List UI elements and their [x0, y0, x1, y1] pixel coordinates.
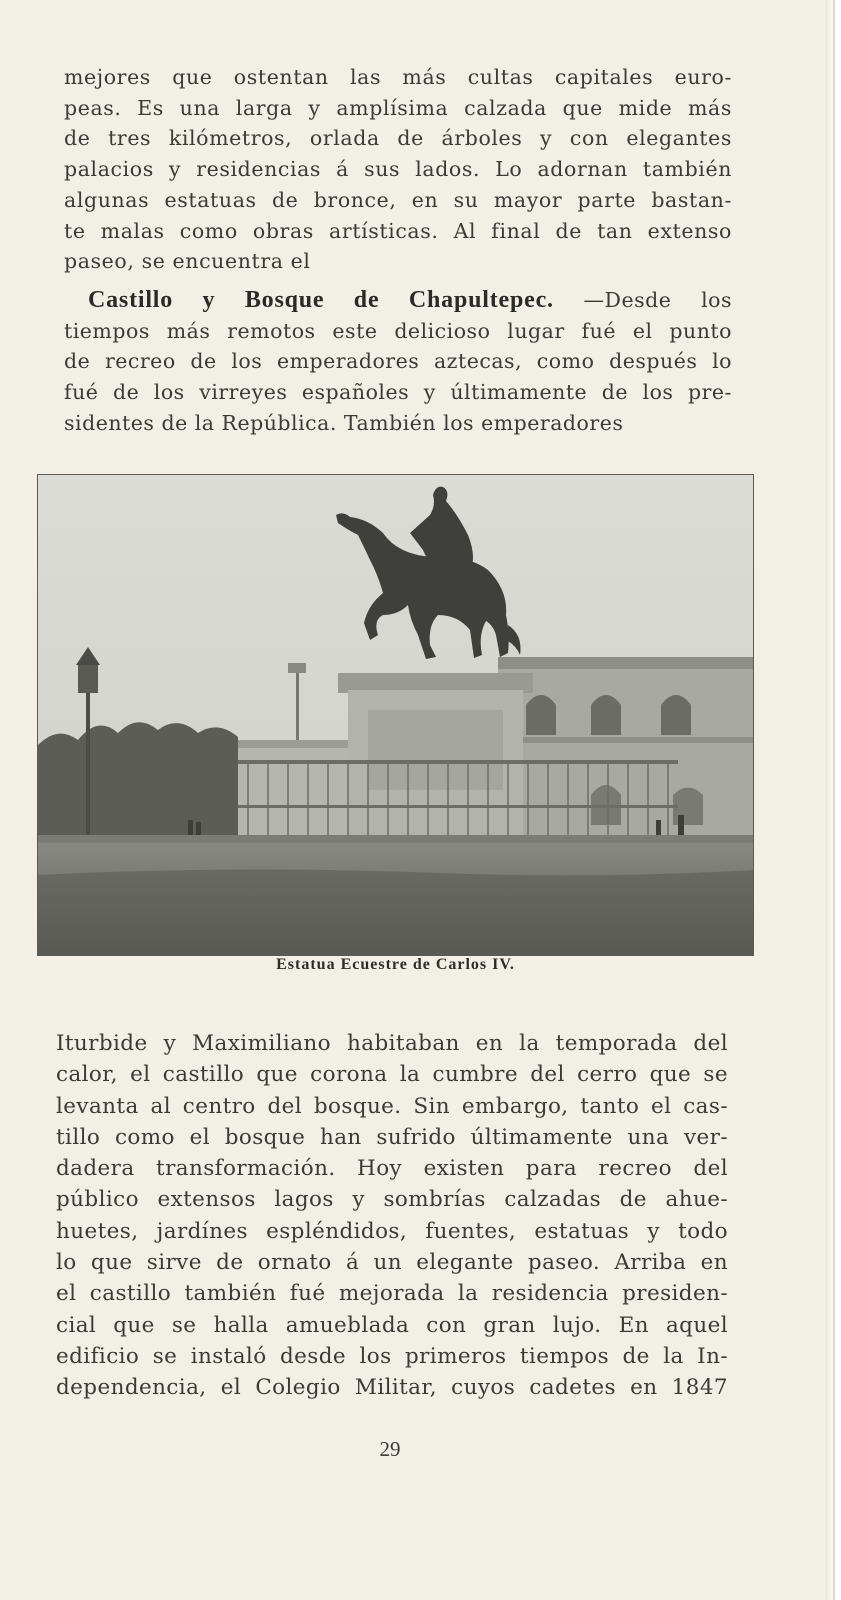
section-heading: Castillo y Bosque de Chapultepec. [88, 287, 554, 313]
text-line: levanta al centro del bosque. Sin embargo, tanto el cas- [56, 1093, 728, 1119]
text-line: de recreo de los emperadores aztecas, como después lo [64, 349, 732, 374]
text-line: de tres kilómetros, orlada de árboles y con elegantes [64, 126, 732, 151]
text-line: peas. Es una larga y amplísima calzada que mide más [64, 95, 732, 120]
text-line: público extensos lagos y sombrías calzadas de ahue- [56, 1187, 728, 1213]
text-line: te malas como obras artísticas. Al final de tan extenso [64, 218, 732, 243]
text-line: sidentes de la República. También los emperadores [64, 410, 624, 435]
text-line: calor, el castillo que corona la cumbre del cerro que se [56, 1062, 728, 1088]
text-line: dadera transformación. Hoy existen para recreo del [56, 1156, 728, 1182]
text-line: palacios y residencias á sus lados. Lo adornan también [64, 157, 732, 182]
text-line: edificio se instaló desde los primeros tiempos de la In- [56, 1343, 728, 1369]
paragraph-castle [64, 285, 732, 439]
heading-continuation: —Desde los [553, 288, 733, 312]
page-edge [825, 0, 833, 1600]
text-line: huetes, jardínes espléndidos, fuentes, estatuas y todo [56, 1218, 728, 1244]
text-line: dependencia, el Colegio Militar, cuyos cadetes en 1847 [56, 1375, 728, 1401]
paragraph-bottom [56, 1028, 728, 1404]
text-line: tillo como el bosque han sufrido últimamente una ver- [56, 1124, 728, 1150]
text-line: algunas estatuas de bronce, en su mayor parte bastan- [64, 187, 732, 212]
text-line: Iturbide y Maximiliano habitaban en la temporada del [56, 1031, 728, 1056]
heading-line [64, 285, 732, 316]
text-line: paseo, se encuentra el [64, 249, 311, 274]
paragraph-top [64, 62, 732, 277]
page-number: 29 [379, 1437, 401, 1461]
text-line: cial que se halla amueblada con gran lujo. En aquel [56, 1312, 728, 1338]
text-line: fué de los virreyes españoles y últimamente de los pre- [64, 380, 732, 405]
text-line: lo que sirve de ornato á un elegante paseo. Arriba en [56, 1250, 728, 1276]
equestrian-statue-photo [37, 474, 754, 956]
photo-illustration [38, 475, 753, 955]
text-line: tiempos más remotos este delicioso lugar fué el punto [64, 318, 732, 343]
text-line: el castillo también fué mejorada la residencia presiden- [56, 1281, 728, 1307]
figure-caption: Estatua Ecuestre de Carlos IV. [276, 956, 515, 973]
text-line: mejores que ostentan las más cultas capitales euro- [64, 65, 732, 89]
